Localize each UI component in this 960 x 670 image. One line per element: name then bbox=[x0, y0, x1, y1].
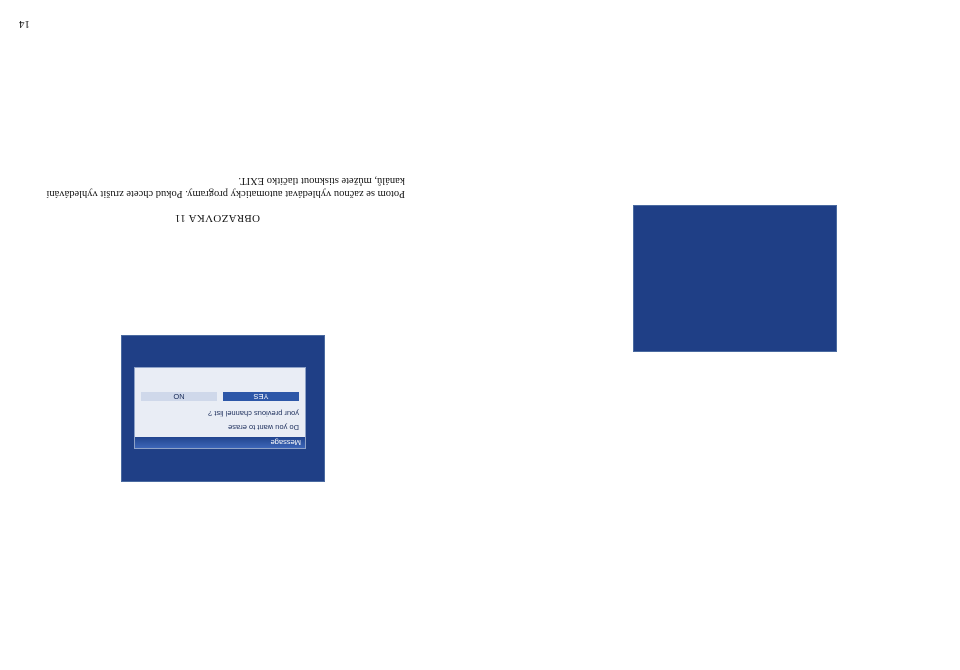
page-number-left: 14 bbox=[19, 18, 30, 30]
left-paragraph-search: Potom se začnou vyhledávat automaticky programy. Pokud chcete zrušit vyhledávání kanálů, můžete stisknout tlačítko EXIT. bbox=[46, 175, 405, 199]
no-button[interactable]: NO bbox=[141, 392, 217, 401]
screen-11 bbox=[121, 335, 325, 482]
screen-12 bbox=[633, 205, 837, 352]
dialog-line2: your previous channel list ? bbox=[208, 409, 299, 418]
dialog-title: Message bbox=[135, 437, 305, 448]
yes-button[interactable]: YES bbox=[223, 392, 299, 401]
dialog-line1: Do you want to erase bbox=[228, 423, 299, 432]
caption-11: OBRAZOVKA 11 bbox=[174, 212, 260, 224]
message-dialog bbox=[134, 367, 306, 449]
